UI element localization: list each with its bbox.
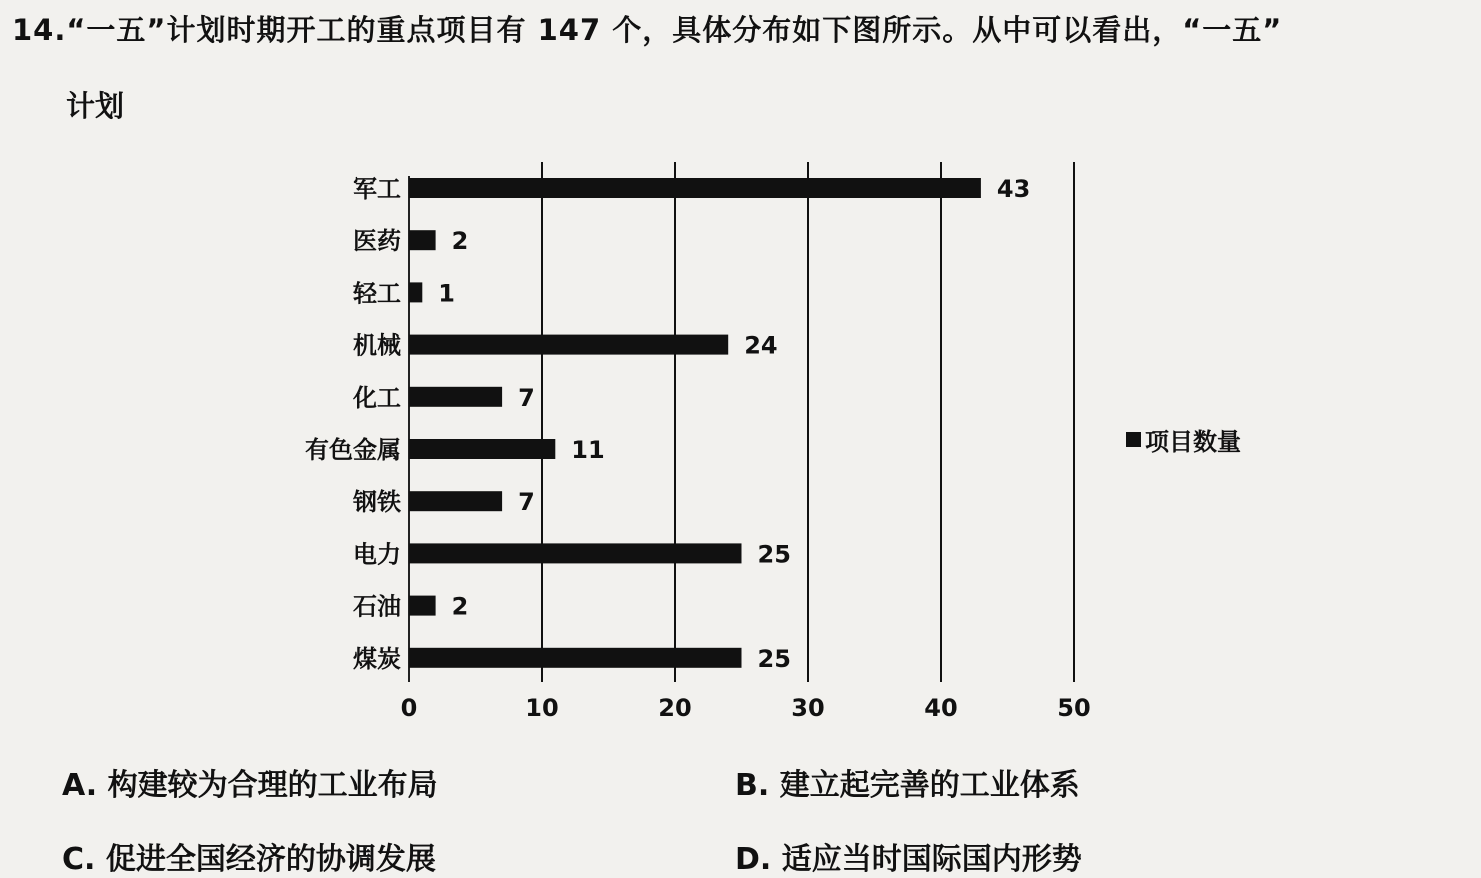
category-label: 医药	[353, 227, 401, 256]
bar	[409, 178, 981, 198]
question-stem-continuation: 计划	[66, 89, 125, 123]
bar	[409, 439, 555, 459]
option-c[interactable]: C. 促进全国经济的协调发展	[62, 842, 436, 877]
bar	[409, 335, 728, 355]
bar	[409, 491, 502, 511]
bar	[409, 543, 742, 563]
option-d[interactable]: D. 适应当时国际国内形势	[735, 842, 1082, 877]
chart-legend	[1126, 422, 1241, 457]
data-label: 43	[996, 175, 1031, 203]
category-label: 机械	[353, 331, 401, 360]
category-label: 化工	[353, 383, 401, 412]
data-label: 7	[518, 383, 535, 412]
data-label: 25	[757, 644, 791, 673]
data-label: 24	[744, 331, 778, 360]
data-label: 25	[757, 540, 791, 569]
x-tick-label: 30	[791, 694, 825, 722]
legend-swatch	[1126, 432, 1141, 447]
bar	[409, 648, 742, 668]
x-tick-label: 20	[658, 694, 692, 722]
category-label: 电力	[353, 540, 401, 569]
bar	[409, 596, 436, 616]
category-label: 煤炭	[353, 644, 401, 673]
data-label: 11	[571, 436, 605, 464]
x-tick-label: 0	[400, 694, 418, 722]
category-label: 轻工	[353, 279, 401, 308]
option-b[interactable]: B. 建立起完善的工业体系	[735, 768, 1080, 803]
option-a[interactable]: A. 构建较为合理的工业布局	[62, 768, 438, 803]
category-label: 有色金属	[305, 436, 401, 464]
data-label: 2	[451, 227, 469, 256]
category-label: 石油	[353, 592, 401, 621]
bar	[409, 230, 436, 250]
x-tick-label: 40	[924, 694, 958, 722]
bar	[409, 387, 502, 407]
legend-label: 项目数量	[1145, 428, 1241, 456]
question-stem: 14.“一五”计划时期开工的重点项目有 147 个，具体分布如下图所示。从中可以看出，“一五”	[12, 13, 1283, 47]
category-label: 钢铁	[353, 488, 401, 517]
x-tick-label: 50	[1057, 694, 1091, 722]
bar	[409, 282, 422, 302]
data-label: 1	[438, 279, 456, 308]
x-tick-label: 10	[525, 694, 559, 722]
category-label: 军工	[353, 175, 401, 203]
data-label: 2	[451, 592, 469, 621]
data-label: 7	[518, 488, 535, 517]
